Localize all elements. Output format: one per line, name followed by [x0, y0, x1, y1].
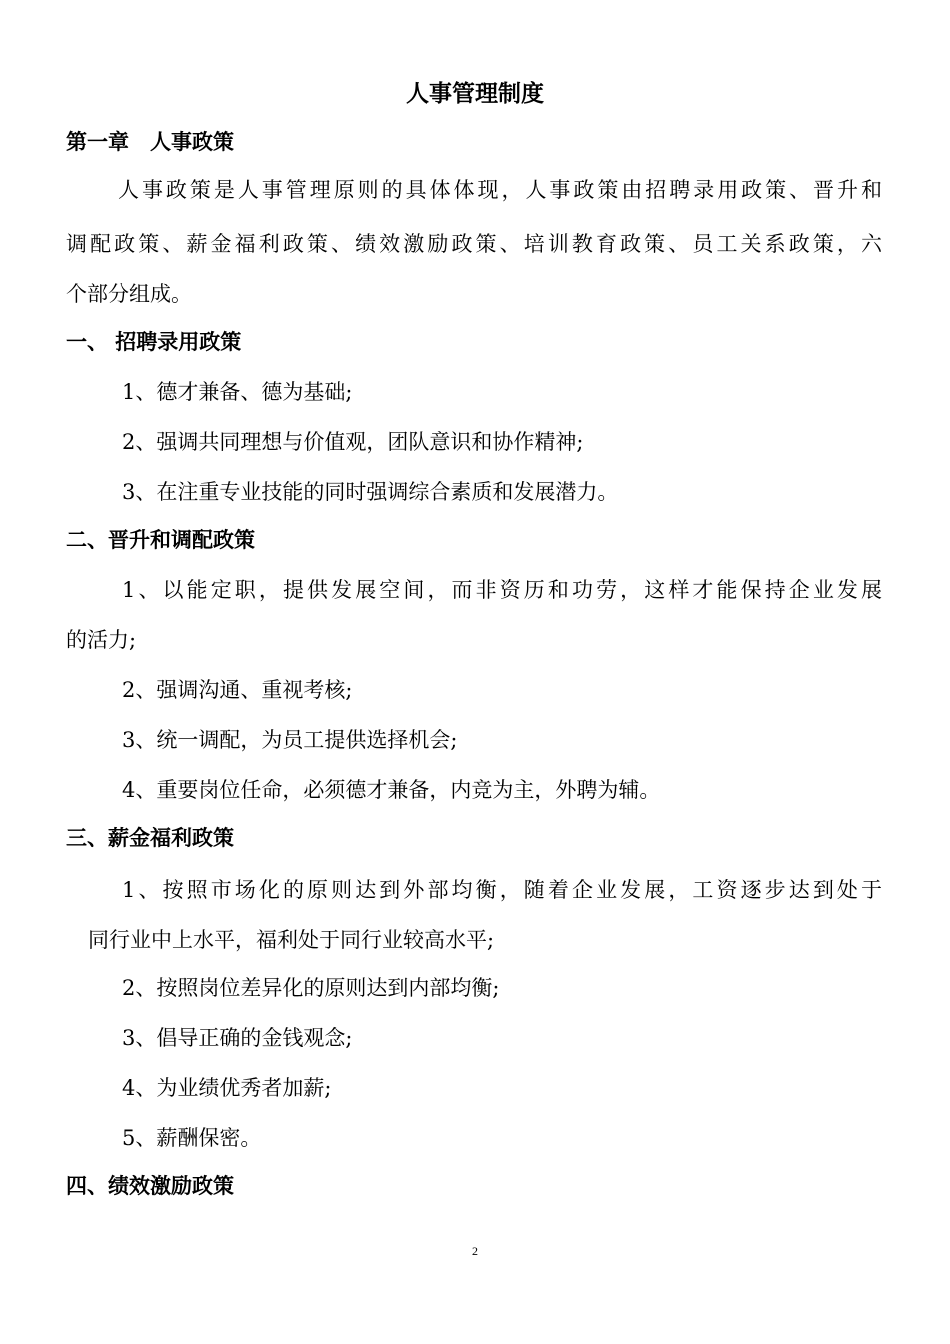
section-3-item-3: 3、倡导正确的金钱观念;	[122, 1026, 353, 1050]
section-3-item-1: 1、按照市场化的原则达到外部均衡，随着企业发展，工资逐步达到处于	[122, 878, 882, 902]
section-3-item-1-cont: 同行业中上水平，福利处于同行业较高水平;	[88, 928, 495, 952]
section-1-item-2: 2、强调共同理想与价值观，团队意识和协作精神;	[122, 430, 584, 454]
section-2-item-2: 2、强调沟通、重视考核;	[122, 678, 353, 702]
section-2-item-1: 1、以能定职，提供发展空间，而非资历和功劳，这样才能保持企业发展	[122, 578, 882, 602]
intro-line-3: 个部分组成。	[66, 282, 192, 306]
section-2-item-1-cont: 的活力;	[66, 628, 137, 652]
section-heading-4: 四、绩效激励政策	[66, 1173, 234, 1198]
section-3-item-5: 5、薪酬保密。	[122, 1126, 262, 1150]
section-2-item-3: 3、统一调配，为员工提供选择机会;	[122, 728, 458, 752]
page-number: 2	[472, 1244, 478, 1258]
chapter-heading: 第一章 人事政策	[66, 129, 234, 154]
section-1-item-1: 1、德才兼备、德为基础;	[122, 380, 353, 404]
section-3-item-4: 4、为业绩优秀者加薪;	[122, 1076, 332, 1100]
section-2-item-4: 4、重要岗位任命，必须德才兼备，内竞为主，外聘为辅。	[122, 778, 661, 802]
intro-line-2: 调配政策、薪金福利政策、绩效激励政策、培训教育政策、员工关系政策，六	[66, 232, 882, 256]
document-title: 人事管理制度	[406, 80, 544, 107]
section-heading-2: 二、晋升和调配政策	[66, 527, 255, 552]
intro-line-1: 人事政策是人事管理原则的具体体现，人事政策由招聘录用政策、晋升和	[118, 178, 882, 202]
section-heading-1: 一、 招聘录用政策	[66, 329, 242, 354]
section-heading-3: 三、薪金福利政策	[66, 825, 234, 850]
section-3-item-2: 2、按照岗位差异化的原则达到内部均衡;	[122, 976, 500, 1000]
section-1-item-3: 3、在注重专业技能的同时强调综合素质和发展潜力。	[122, 480, 619, 504]
